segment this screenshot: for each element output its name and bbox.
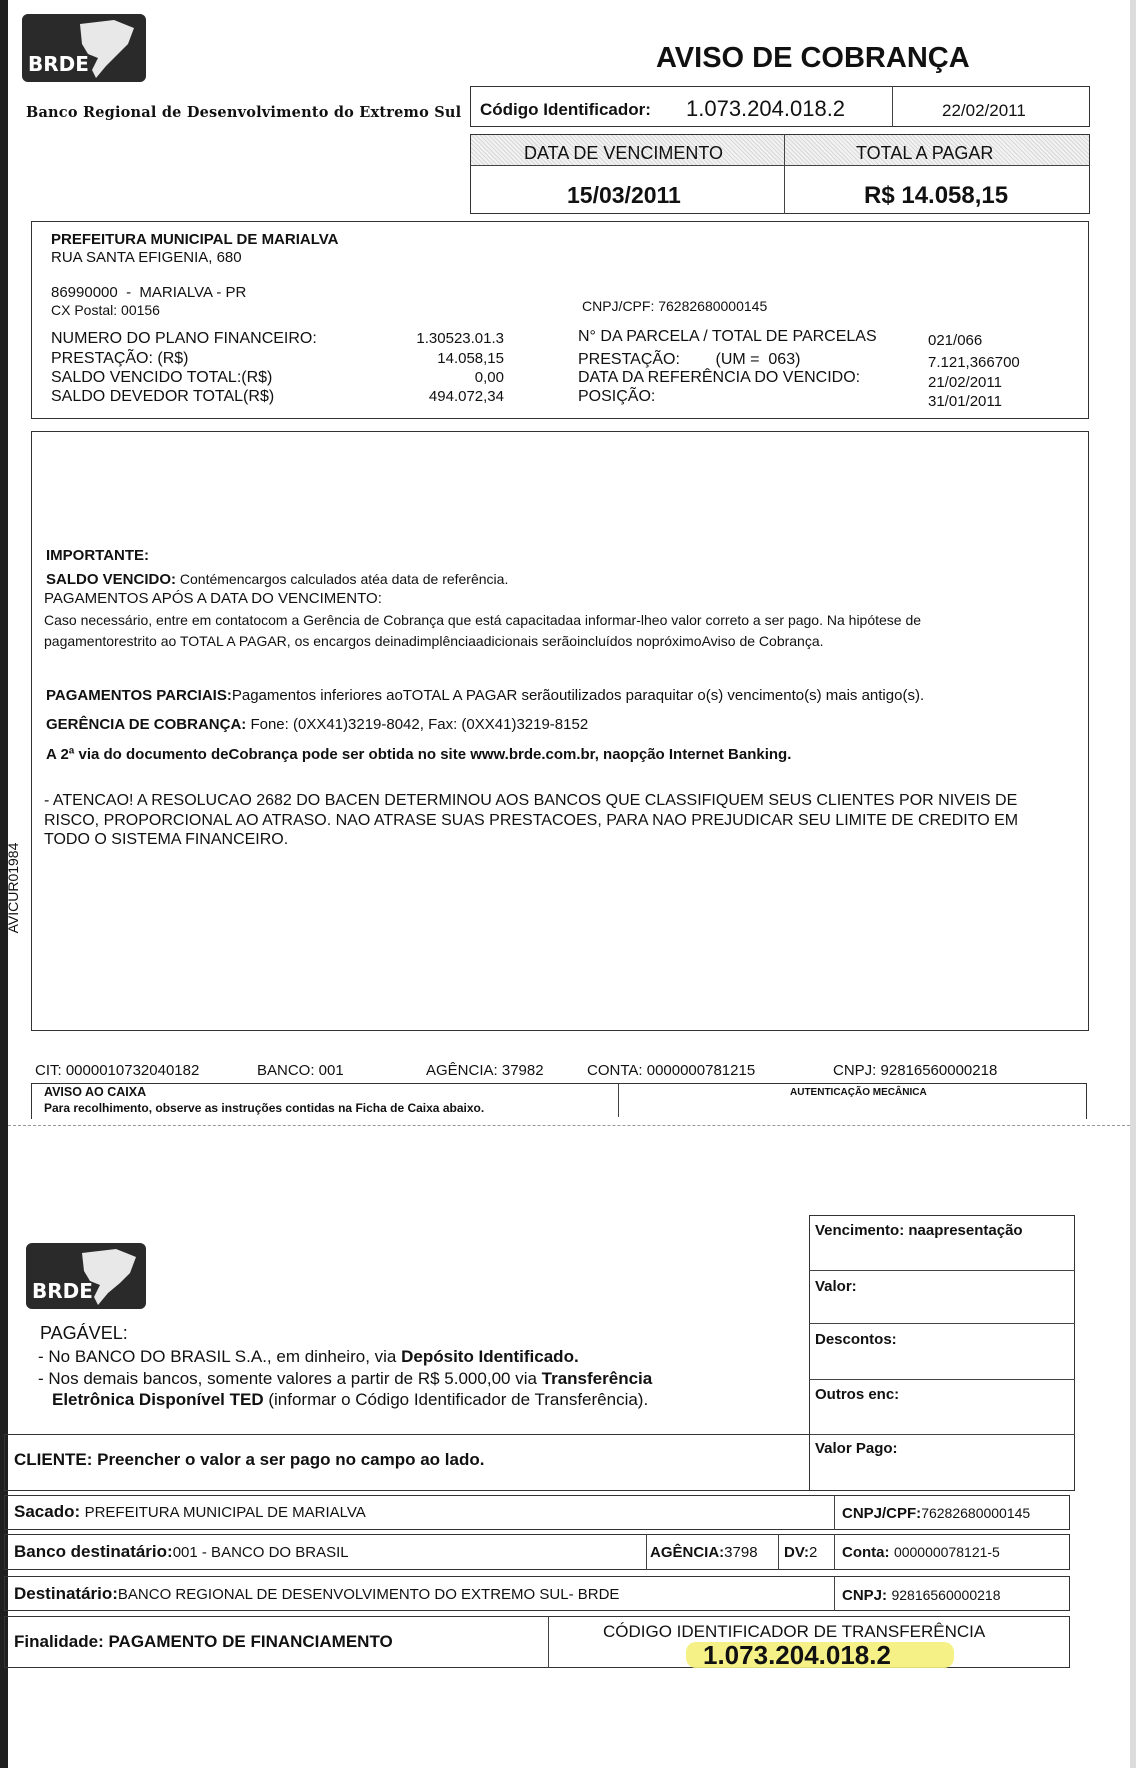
- right-value-1: 7.121,366700: [928, 354, 1020, 371]
- client-cnpj: CNPJ/CPF: 76282680000145: [582, 298, 768, 314]
- pagavel-line-3-bold: Eletrônica Disponível TED: [52, 1390, 264, 1409]
- finalidade-value: PAGAMENTO DE FINANCIAMENTO: [108, 1632, 393, 1651]
- parciais-text: Pagamentos inferiores aoTOTAL A PAGAR serãoutilizados paraquitar o(s) vencimento(s) mais antigo(s).: [231, 687, 925, 704]
- slip-conta-label: Conta:: [842, 1544, 890, 1561]
- agencia-line: [650, 1544, 758, 1562]
- pagavel-line-3-text: (informar o Código Identificador de Transferência).: [263, 1390, 649, 1409]
- dest-cnpj-label: CNPJ:: [842, 1587, 888, 1604]
- side-code: AVICUR01984: [5, 842, 21, 934]
- right-label-3: POSIÇÃO:: [578, 388, 656, 405]
- codigo-divider: [892, 86, 893, 127]
- pagavel-line-2: [38, 1369, 652, 1389]
- sacado-value: PREFEITURA MUNICIPAL DE MARIALVA: [84, 1504, 366, 1521]
- finalidade-divider: [548, 1616, 549, 1668]
- atencao-line-1: - ATENCAO! A RESOLUCAO 2682 DO BACEN DETERMINOU AOS BANCOS QUE CLASSIFIQUEM SEUS CLIENTES POR NIVEIS DE: [44, 792, 1018, 809]
- field-divider-1: [809, 1270, 1075, 1271]
- gerencia-text: Fone: (0XX41)3219-8042, Fax: (0XX41)3219-8152: [250, 716, 589, 733]
- client-city: 86990000 - MARIALVA - PR: [51, 284, 247, 301]
- dv-label: DV:: [784, 1544, 810, 1561]
- codigo-transferencia-label: CÓDIGO IDENTIFICADOR DE TRANSFERÊNCIA: [603, 1622, 986, 1641]
- right-label-2: DATA DA REFERÊNCIA DO VENCIDO:: [578, 369, 861, 386]
- slip-logo-text: BRDE: [32, 1279, 93, 1303]
- brde-logo: [22, 14, 146, 82]
- atencao-line-2: RISCO, PROPORCIONAL AO ATRASO. NAO ATRASE SUAS PRESTACOES, PARA NAO PREJUDICAR SEU LIMITE DE CREDITO EM: [44, 812, 1019, 829]
- left-value-2: 0,00: [474, 369, 504, 386]
- left-label-1: PRESTAÇÃO: (R$): [51, 350, 189, 367]
- banco-divider-3: [834, 1534, 835, 1570]
- cnpj: CNPJ: 92816560000218: [833, 1062, 998, 1079]
- gerencia-label: GERÊNCIA DE COBRANÇA:: [46, 716, 247, 733]
- right-label-0: N° DA PARCELA / TOTAL DE PARCELAS: [578, 328, 877, 345]
- logo-text: BRDE: [28, 52, 89, 76]
- saldo-line: [46, 571, 508, 588]
- gerencia-line: [46, 716, 588, 733]
- slip-brde-logo: [26, 1243, 146, 1309]
- importante-label: IMPORTANTE:: [46, 547, 150, 564]
- autenticacao-mecanica: AUTENTICAÇÃO MECÂNICA: [790, 1087, 927, 1098]
- cit: CIT: 0000010732040182: [35, 1062, 200, 1079]
- sacado-label: Sacado:: [14, 1502, 81, 1521]
- issue-date: 22/02/2011: [942, 101, 1026, 120]
- right-value-3: 31/01/2011: [928, 393, 1002, 410]
- scan-shadow-right: [1130, 0, 1136, 1768]
- field-divider-2: [809, 1323, 1075, 1324]
- right-label-1: PRESTAÇÃO: (UM = 063): [578, 351, 801, 368]
- pagavel-label: PAGÁVEL:: [40, 1323, 128, 1343]
- sacado-divider: [834, 1495, 835, 1530]
- pagavel-line-3: [52, 1390, 648, 1410]
- right-value-0: 021/066: [928, 332, 983, 349]
- slip-agencia-value: 3798: [724, 1544, 758, 1561]
- field-vencimento: Vencimento: naapresentação: [815, 1222, 1023, 1239]
- field-valor: Valor:: [815, 1278, 857, 1295]
- total-value: R$ 14.058,15: [864, 182, 1009, 209]
- dv-value: 2: [809, 1544, 818, 1561]
- client-street: RUA SANTA EFIGENIA, 680: [51, 249, 242, 266]
- field-outros-enc: Outros enc:: [815, 1386, 900, 1403]
- conta: CONTA: 0000000781215: [587, 1062, 756, 1079]
- field-divider-3: [809, 1379, 1075, 1380]
- client-name: PREFEITURA MUNICIPAL DE MARIALVA: [51, 231, 339, 248]
- field-divider-4: [809, 1434, 1075, 1435]
- perforation-line: [8, 1125, 1130, 1126]
- left-value-0: 1.30523.01.3: [416, 330, 504, 347]
- destinatario-label: Destinatário:: [14, 1584, 118, 1603]
- pagavel-line-2-text: - Nos demais bancos, somente valores a partir de R$ 5.000,00 via: [38, 1369, 542, 1388]
- finalidade-label: Finalidade:: [14, 1632, 104, 1651]
- conta-line: [842, 1544, 1000, 1562]
- saldo-label: SALDO VENCIDO:: [46, 571, 177, 588]
- banco-line: [14, 1542, 349, 1562]
- segunda-via: A 2ª via do documento deCobrança pode ser obtida no site www.brde.com.br, naopção Internet Banking.: [46, 746, 792, 763]
- dest-cnpj-line: [842, 1587, 1000, 1605]
- atencao-line-3: TODO O SISTEMA FINANCEIRO.: [44, 831, 289, 848]
- caso-line-2: pagamentorestrito ao TOTAL A PAGAR, os encargos deinadimplênciaadicionais serãoincluídos nopróximoAviso de Cobrança.: [44, 633, 824, 649]
- sacado-cnpj-line: [842, 1505, 1030, 1523]
- left-label-0: NUMERO DO PLANO FINANCEIRO:: [51, 330, 317, 347]
- vencimento-value: 15/03/2011: [567, 182, 681, 208]
- pagavel-line-2-bold: Transferência: [541, 1369, 653, 1388]
- page-title: AVISO DE COBRANÇA: [656, 42, 970, 74]
- bank-name: Banco Regional de Desenvolvimento do Extremo Sul: [26, 104, 462, 121]
- codigo-label: Código Identificador:: [480, 100, 651, 119]
- summary-divider-h: [470, 165, 1090, 166]
- left-value-1: 14.058,15: [437, 350, 504, 367]
- finalidade-line: [14, 1632, 393, 1652]
- summary-divider-v: [784, 134, 785, 214]
- dest-cnpj-value: 92816560000218: [891, 1587, 1001, 1603]
- destinatario-value: BANCO REGIONAL DE DESENVOLVIMENTO DO EXTREMO SUL- BRDE: [117, 1586, 620, 1603]
- pagavel-line-1-text: - No BANCO DO BRASIL S.A., em dinheiro, via: [38, 1347, 402, 1366]
- agencia: AGÊNCIA: 37982: [426, 1062, 544, 1079]
- client-postal: CX Postal: 00156: [51, 302, 160, 318]
- banco-divider-2: [778, 1534, 779, 1570]
- left-label-3: SALDO DEVEDOR TOTAL(R$): [51, 388, 275, 405]
- field-descontos: Descontos:: [815, 1331, 897, 1348]
- banco: BANCO: 001: [257, 1062, 344, 1079]
- slip-agencia-label: AGÊNCIA:: [650, 1544, 725, 1561]
- field-valor-pago: Valor Pago:: [815, 1440, 898, 1457]
- aviso-caixa-title: AVISO AO CAIXA: [44, 1085, 147, 1099]
- cliente-instruction: CLIENTE: Preencher o valor a ser pago no campo ao lado.: [14, 1450, 485, 1469]
- destinatario-line: [14, 1584, 619, 1604]
- pagavel-line-1-bold: Depósito Identificado.: [401, 1347, 579, 1366]
- sacado-cnpj-value: 76282680000145: [921, 1505, 1031, 1521]
- pagavel-line-1: [38, 1347, 579, 1367]
- pagamentos-apos: PAGAMENTOS APÓS A DATA DO VENCIMENTO:: [44, 590, 382, 607]
- sacado-line: [14, 1502, 366, 1522]
- dv-line: [784, 1544, 817, 1562]
- saldo-text: Contémencargos calculados atéa data de referência.: [179, 571, 509, 587]
- codigo-transferencia-value: 1.073.204.018.2: [703, 1640, 891, 1670]
- left-value-3: 494.072,34: [428, 388, 504, 405]
- aviso-caixa-text: Para recolhimento, observe as instruções contidas na Ficha de Caixa abaixo.: [44, 1101, 485, 1115]
- right-value-2: 21/02/2011: [928, 374, 1002, 391]
- caso-line-1: Caso necessário, entre em contatocom a Gerência de Cobrança que está capacitadaa informar-lheo valor correto a ser pago. Na hipótese de: [44, 612, 922, 628]
- banco-divider-1: [646, 1534, 647, 1570]
- codigo-value: 1.073.204.018.2: [686, 96, 846, 121]
- sacado-cnpj-label: CNPJ/CPF:: [842, 1505, 922, 1522]
- vencimento-label: DATA DE VENCIMENTO: [524, 143, 724, 163]
- parciais-line: [46, 687, 924, 704]
- left-label-2: SALDO VENCIDO TOTAL:(R$): [51, 369, 273, 386]
- total-label: TOTAL A PAGAR: [856, 143, 994, 163]
- parciais-label: PAGAMENTOS PARCIAIS:: [46, 687, 232, 704]
- aviso-divider: [618, 1083, 619, 1117]
- banco-value: 001 - BANCO DO BRASIL: [172, 1544, 349, 1561]
- destinatario-divider: [834, 1576, 835, 1611]
- slip-conta-value: 000000078121-5: [893, 1544, 1000, 1560]
- banco-label: Banco destinatário:: [14, 1542, 173, 1561]
